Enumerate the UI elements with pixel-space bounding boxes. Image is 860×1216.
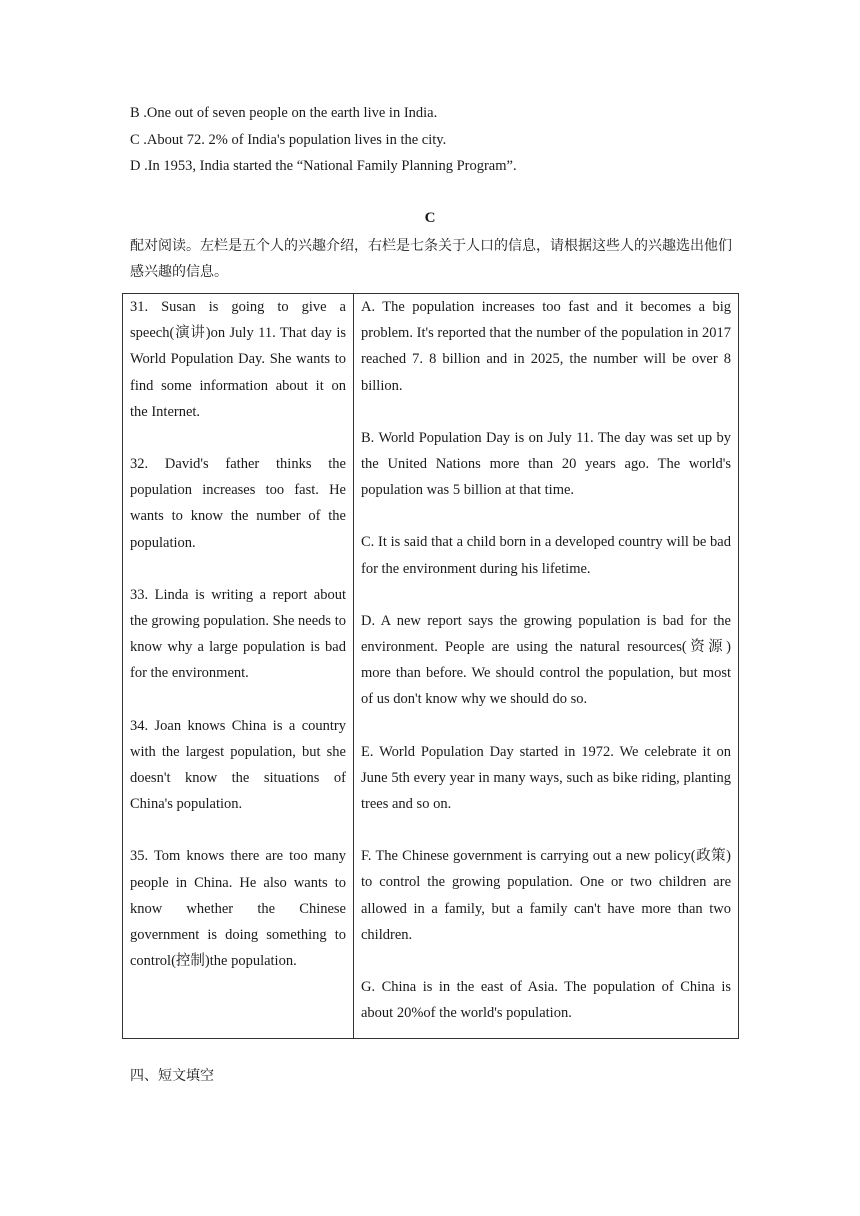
option-d: D .In 1953, India started the “National Family Planning Program”. [130, 158, 517, 174]
section-heading: C [424, 210, 436, 226]
info-item-f: F. The Chinese government is carrying out a new policy(政策) to control the growing population. One or two children are allowed in a family, but a family can't have more than two children. [361, 848, 731, 943]
info-item-c: C. It is said that a child born in a developed country will be bad for the environment during his lifetime. [361, 534, 731, 577]
person-item-35: 35. Tom knows there are too many people in China. He also wants to know whether the Chinese government is doing something to control(控制)the population. [130, 848, 346, 970]
info-item-d: D. A new report says the growing population is bad for the environment. People are using the natural resources(资源) more than before. We should control the population, but most of us don't know why we should do so. [361, 612, 731, 708]
person-item-31: 31. Susan is going to give a speech(演讲)on July 11. That day is World Population Day. She wants to find some information about it on the Internet. [130, 299, 346, 420]
next-section-heading: 四、短文填空 [130, 1068, 214, 1084]
section-instructions: 配对阅读。左栏是五个人的兴趣介绍，右栏是七条关于人口的信息，请根据这些人的兴趣选出他们感兴趣的信息。 [130, 238, 732, 280]
person-item-34: 34. Joan knows China is a country with the largest population, but she doesn't know the situations of China's population. [130, 717, 346, 813]
option-c: C .About 72. 2% of India's population lives in the city. [130, 132, 447, 148]
matching-table [122, 293, 739, 1039]
info-item-b: B. World Population Day is on July 11. The day was set up by the United Nations more than 20 years ago. The world's population was 5 billion at that time. [361, 429, 731, 499]
option-b: B .One out of seven people on the earth live in India. [130, 105, 438, 121]
info-item-a: A. The population increases too fast and it becomes a big problem. It's reported that the number of the population in 2017 reached 7. 8 billion and in 2025, the number will be over 8 billion. [361, 299, 731, 394]
info-item-e: E. World Population Day started in 1972. We celebrate it on June 5th every year in many ways, such as bike riding, planting trees and so on. [361, 743, 731, 813]
info-item-g: G. China is in the east of Asia. The population of China is about 20%of the world's population. [361, 979, 731, 1022]
person-item-32: 32. David's father thinks the population increases too fast. He wants to know the number of the population. [130, 456, 346, 551]
table-row [123, 294, 739, 1039]
people-column [123, 294, 354, 1039]
person-item-33: 33. Linda is writing a report about the growing population. She needs to know why a large population is bad for the environment. [130, 586, 346, 682]
information-column [354, 294, 739, 1039]
